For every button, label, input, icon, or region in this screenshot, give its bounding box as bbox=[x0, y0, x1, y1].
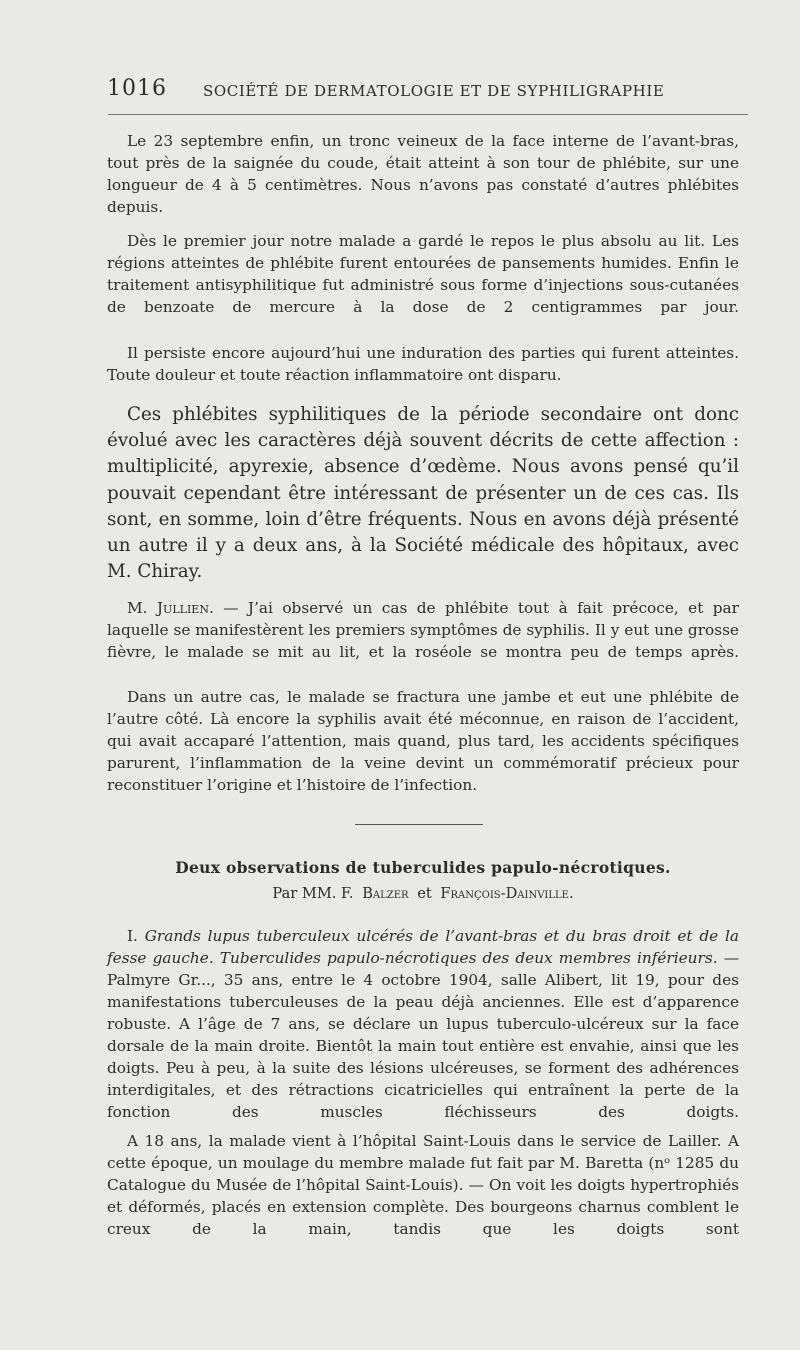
byline-prefix: Par MM. F. bbox=[272, 885, 354, 902]
running-header bbox=[107, 76, 747, 104]
author-francois-dainville: François-Dainville. bbox=[440, 885, 574, 902]
header-rule bbox=[108, 114, 748, 115]
discussion-paragraph-1 bbox=[107, 597, 739, 663]
observation-number: I. bbox=[127, 927, 138, 945]
conclusion-paragraph: Ces phlébites syphilitiques de la période secondaire ont donc évolué avec les caractères déjà souvent décrits de cette affection : multiplicité, apyrexie, absence d’œdème. Nous avons pensé qu’il pouvait cependant être intéressant de présenter un de ces cas. Ils sont, en somme, loin d’être fréquents. Nous en avons déjà présenté un autre il y a deux ans, à la Société médicale des hôpitaux, avec M. Chiray. bbox=[107, 404, 739, 583]
discussion-paragraph-2: Dans un autre cas, le malade se fractura une jambe et eut une phlébite de l’autre côté. Là encore la syphilis avait été méconnue, en raison de l’accident, qui avait accaparé l’attention, mais quand, plus tard, les accidents spécifiques parurent, l’inflammation de la veine devint un commémoratif précieux pour reconstituer l’origine et l’histoire de l’infection. bbox=[107, 688, 739, 794]
observation-paragraph-2: A 18 ans, la malade vient à l’hôpital Saint-Louis dans le service de Lailler. A cette époque, un moulage du membre malade fut fait par M. Baretta (nᵒ 1285 du Catalogue du Musée de l’hôpital Saint-Louis). — On voit les doigts hypertrophiés et déformés, placés en extension complète. Des bourgeons charnus comblent le creux de la main, tandis que les doigts sont bbox=[107, 1132, 739, 1238]
author-byline bbox=[107, 885, 739, 902]
case-paragraph-2: Dès le premier jour notre malade a gardé le repos le plus absolu au lit. Les régions atteintes de phlébite furent entourées de pansements humides. Enfin le traitement antisyphilitique fut administré sous forme d’injections sous-cutanées de benzoate de mercure à la dose de 2 centigrammes par jour. bbox=[107, 232, 739, 316]
em-dash: — bbox=[223, 599, 239, 617]
section-title: Deux observations de tuberculides papulo-nécrotiques. bbox=[175, 858, 671, 877]
case-paragraph-1: Le 23 septembre enfin, un tronc veineux de la face interne de l’avant-bras, tout près de la saignée du coude, était atteint à son tour de phlébite, sur une longueur de 4 à 5 centimètres. Nous n’avons pas constaté d’autres phlébites depuis. bbox=[107, 132, 739, 216]
section-separator bbox=[355, 824, 483, 825]
author-balzer: Balzer bbox=[362, 885, 409, 902]
observation-text-1: — Palmyre Gr..., 35 ans, entre le 4 octobre 1904, salle Alibert, lit 19, pour des manifestations tuberculeuses de la peau déjà anciennes. Elle est d’apparence robuste. A l’âge de 7 ans, se déclare un lupus tuberculo-ulcéreux sur la face dorsale de la main droite. Bientôt la main tout entière est envahie, ainsi que les doigts. Peu à peu, à la suite des lésions ulcéreuses, se forment des adhérences interdigitales, et des rétractions cicatricielles qui entraînent la perte de la fonction des muscles fléchisseurs des doigts. bbox=[107, 949, 739, 1121]
byline-conjunction: et bbox=[417, 885, 432, 902]
page-number: 1016 bbox=[107, 76, 167, 101]
observation-heading: Grands lupus tuberculeux ulcérés de l’avant-bras et du bras droit et de la fesse gauche. Tuberculides papulo-nécrotiques des deux membres inférieurs. bbox=[107, 927, 739, 967]
observation-paragraph-1 bbox=[107, 925, 739, 1123]
discussion-text-1: J’ai observé un cas de phlébite tout à fait précoce, et par laquelle se manifestèrent les premiers symptômes de syphilis. Il y eut une grosse fièvre, le malade se mit au lit, et la roséole se montra peu de temps après. bbox=[107, 599, 739, 661]
case-paragraph-3: Il persiste encore aujourd’hui une induration des parties qui furent atteintes. Toute douleur et toute réaction inflammatoire ont disparu. bbox=[107, 344, 739, 384]
speaker-name: M. Jullien. bbox=[127, 599, 214, 617]
journal-title: SOCIÉTÉ DE DERMATOLOGIE ET DE SYPHILIGRAPHIE bbox=[203, 82, 665, 100]
